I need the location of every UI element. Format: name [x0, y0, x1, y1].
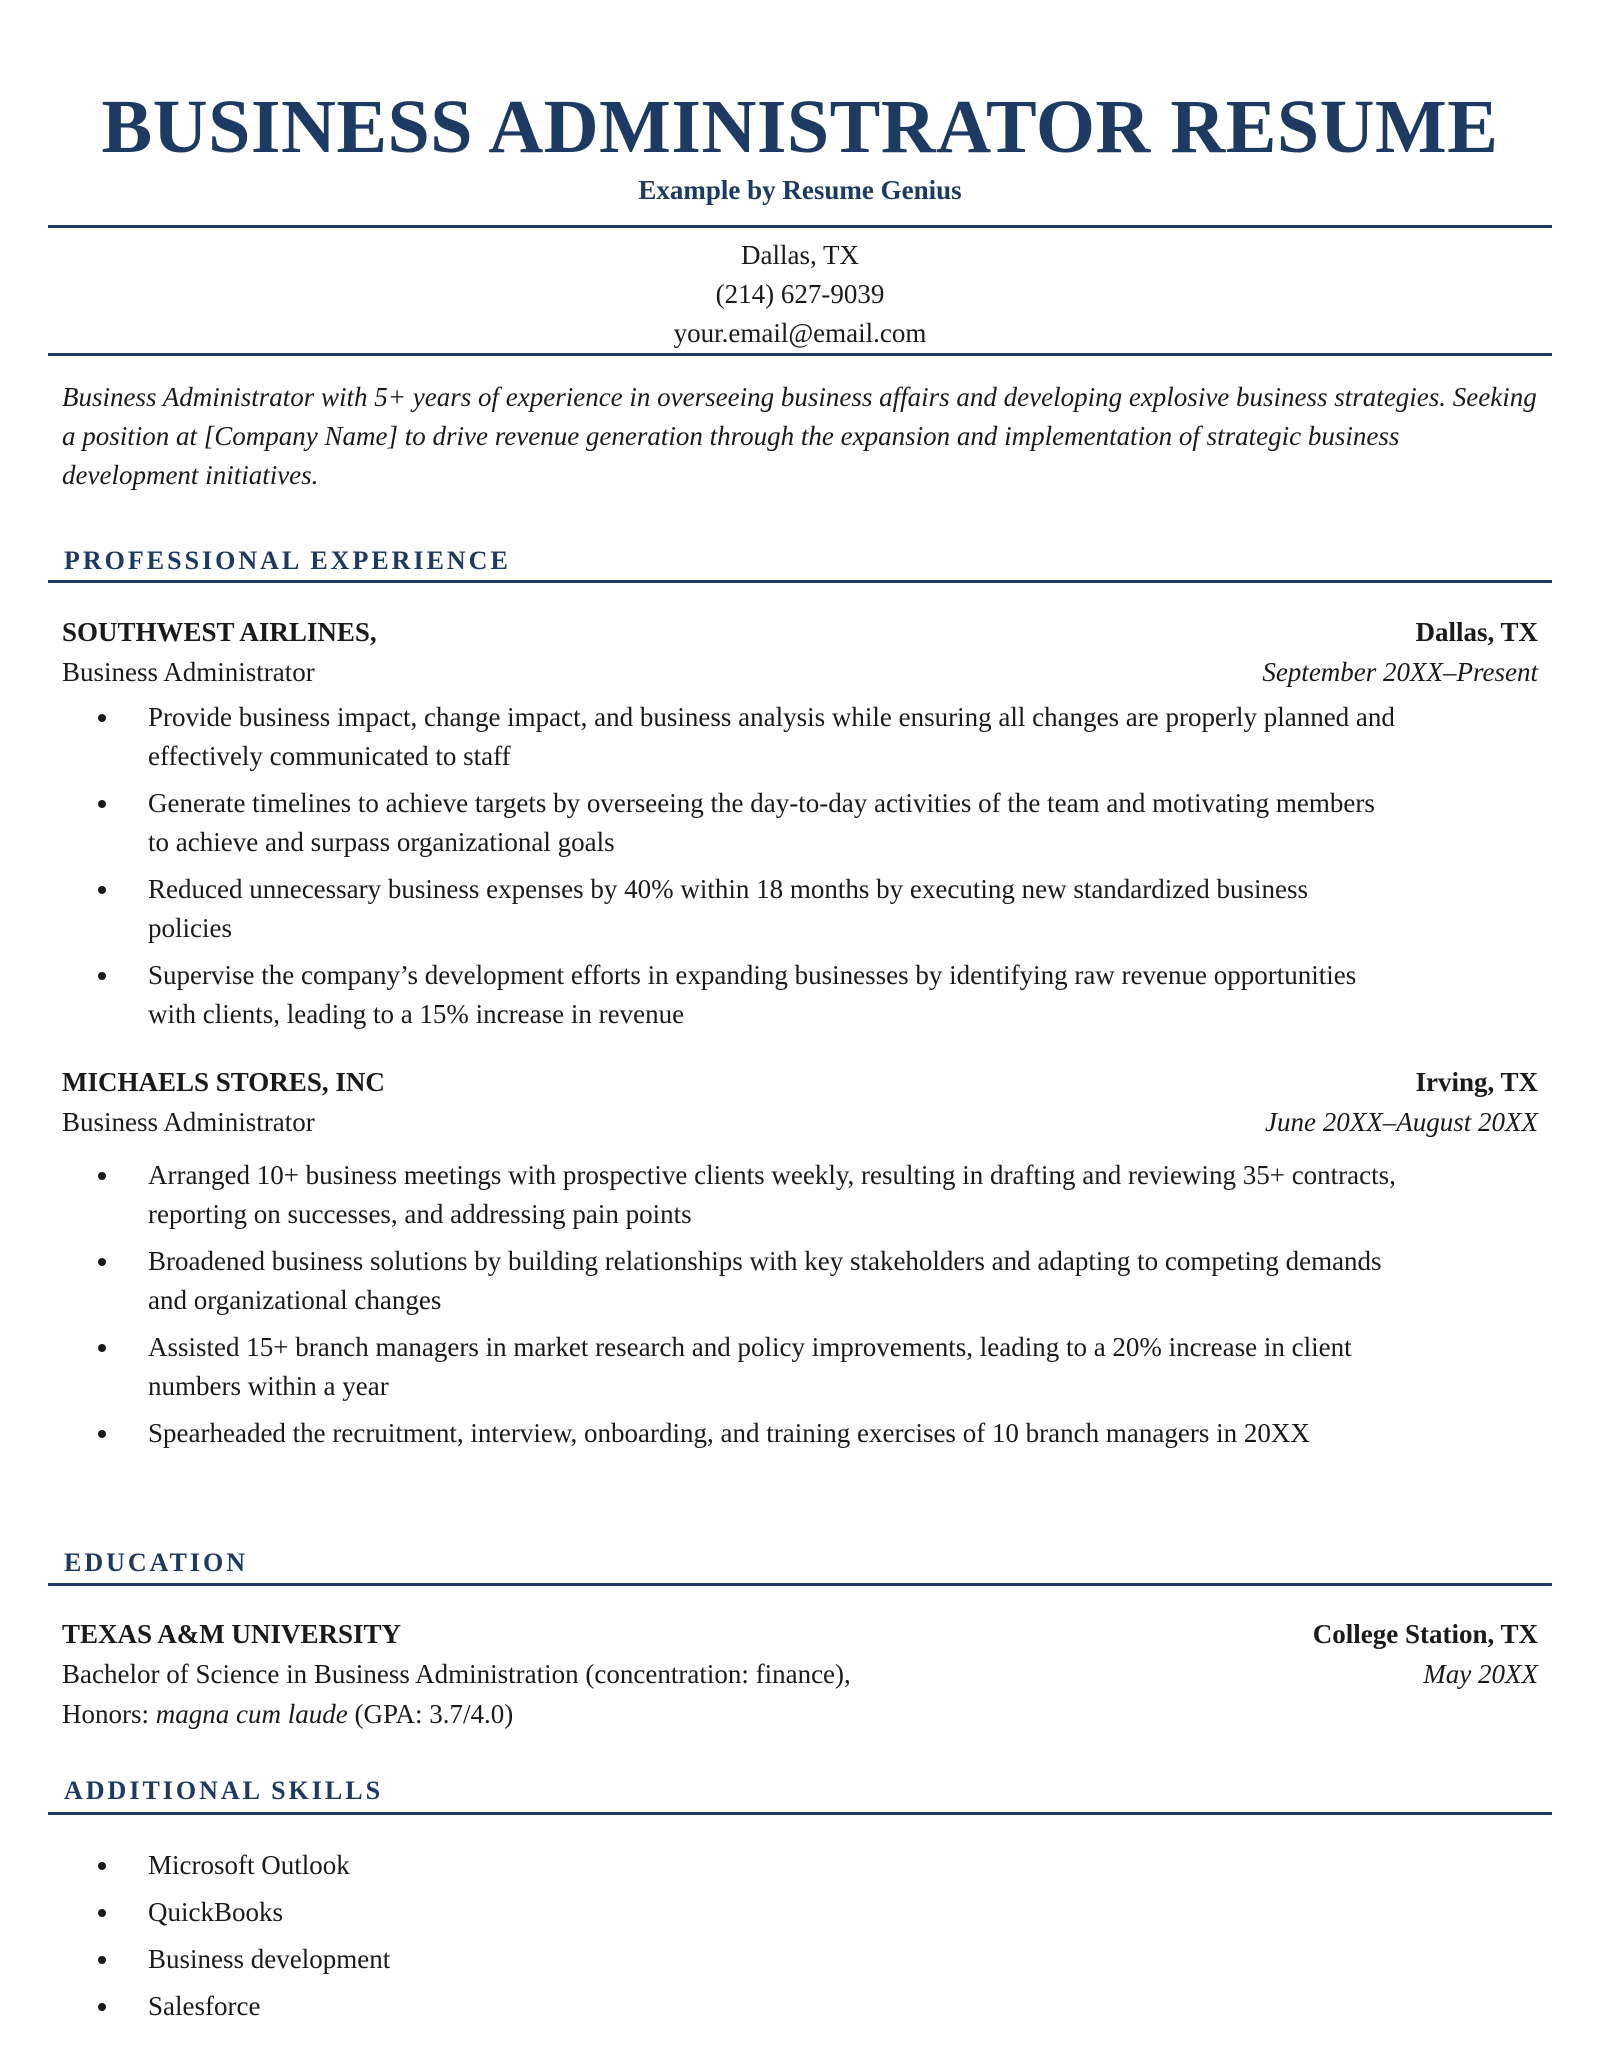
bullet-icon: [98, 1258, 106, 1266]
bullet-icon: [98, 1172, 106, 1180]
contact-phone: (214) 627-9039: [715, 279, 885, 309]
list-item: Salesforce: [62, 1987, 1538, 2026]
education-divider: [48, 1583, 1552, 1586]
job-entry: [62, 1062, 1538, 1461]
bullet-icon: [98, 1430, 106, 1438]
bullet-icon: [98, 886, 106, 894]
contact-email[interactable]: your.email@email.com: [673, 318, 927, 348]
job-location: Irving, TX: [1415, 1067, 1538, 1097]
edu-date: May 20XX: [1423, 1659, 1538, 1689]
edu-school: TEXAS A&M UNIVERSITY: [62, 1619, 402, 1649]
list-item: Arranged 10+ business meetings with prospective clients weekly, resulting in drafting and reviewing 35+ contracts, reporting on successes, and addressing pain points: [62, 1156, 1538, 1234]
job-company: SOUTHWEST AIRLINES,: [62, 617, 377, 647]
education-entry: [62, 1614, 1538, 1734]
job-role: Business Administrator: [62, 1107, 315, 1137]
experience-divider: [48, 580, 1552, 583]
list-item: Spearheaded the recruitment, interview, onboarding, and training exercises of 10 branch managers in 20XX: [62, 1414, 1538, 1453]
job-entry: [62, 612, 1538, 1042]
bullet-icon: [98, 1956, 106, 1964]
list-item: Assisted 15+ branch managers in market research and policy improvements, leading to a 20% increase in client numbers within a year: [62, 1328, 1538, 1406]
contact-divider: [48, 353, 1552, 356]
header-divider: [48, 225, 1552, 228]
job-dates: June 20XX–August 20XX: [1265, 1107, 1538, 1137]
list-item: Generate timelines to achieve targets by overseeing the day-to-day activities of the team and motivating members to achieve and surpass organizational goals: [62, 784, 1538, 862]
skills-divider: [48, 1812, 1552, 1815]
edu-location: College Station, TX: [1312, 1619, 1538, 1649]
bullet-icon: [98, 800, 106, 808]
job-role: Business Administrator: [62, 657, 315, 687]
list-item: QuickBooks: [62, 1893, 1538, 1932]
list-item: Reduced unnecessary business expenses by 40% within 18 months by executing new standardized business policies: [62, 870, 1538, 948]
section-heading-experience: PROFESSIONAL EXPERIENCE: [64, 546, 511, 575]
summary-text: Business Administrator with 5+ years of experience in overseeing business affairs and developing explosive business strategies. Seeking a position at [Company Name] to drive revenue generation through the expansion and implementation of strategic business development initiatives.: [62, 382, 1537, 490]
section-heading-skills: ADDITIONAL SKILLS: [64, 1776, 384, 1805]
bullet-icon: [98, 1909, 106, 1917]
bullet-icon: [98, 2003, 106, 2011]
bullet-icon: [98, 1344, 106, 1352]
contact-block: [62, 236, 1538, 353]
resume-subtitle: Example by Resume Genius: [638, 175, 962, 205]
list-item: Business development: [62, 1940, 1538, 1979]
job-bullets: [62, 698, 1538, 1034]
skills-list: [62, 1846, 1538, 2034]
job-bullets: [62, 1156, 1538, 1453]
job-location: Dallas, TX: [1415, 617, 1538, 647]
section-heading-education: EDUCATION: [64, 1548, 248, 1577]
contact-location: Dallas, TX: [741, 240, 859, 270]
resume-title: BUSINESS ADMINISTRATOR RESUME: [101, 85, 1499, 169]
bullet-icon: [98, 714, 106, 722]
list-item: Microsoft Outlook: [62, 1846, 1538, 1885]
job-company: MICHAELS STORES, INC: [62, 1067, 385, 1097]
list-item: Supervise the company’s development efforts in expanding businesses by identifying raw revenue opportunities with clients, leading to a 15% increase in revenue: [62, 956, 1538, 1034]
bullet-icon: [98, 1862, 106, 1870]
bullet-icon: [98, 972, 106, 980]
job-dates: September 20XX–Present: [1262, 657, 1538, 687]
list-item: Provide business impact, change impact, and business analysis while ensuring all changes are properly planned and effectively communicated to staff: [62, 698, 1538, 776]
edu-honors: Honors: magna cum laude (GPA: 3.7/4.0): [62, 1699, 514, 1729]
list-item: Broadened business solutions by building relationships with key stakeholders and adapting to competing demands and organizational changes: [62, 1242, 1538, 1320]
edu-degree: Bachelor of Science in Business Administration (concentration: finance),: [62, 1659, 851, 1689]
